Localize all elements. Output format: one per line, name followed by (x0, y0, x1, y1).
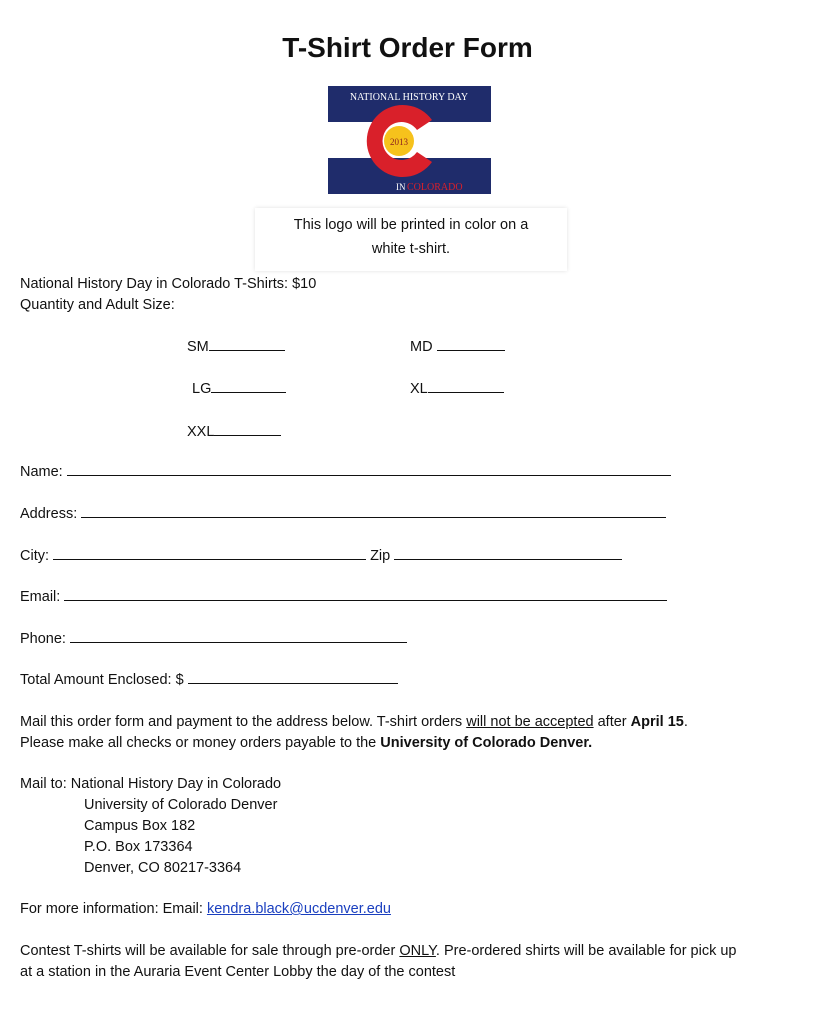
caption-line-2: white t-shirt. (371, 241, 451, 257)
size-lg-blank[interactable] (211, 379, 286, 393)
logo-year: 2013 (390, 137, 408, 147)
name-field: Name: (20, 462, 671, 483)
more-info: For more information: Email: kendra.black@ucdenver.edu (20, 901, 391, 917)
size-xl-blank[interactable] (428, 379, 504, 393)
intro-quantity: Quantity and Adult Size: (20, 297, 175, 313)
mail-to-line-2: University of Colorado Denver (84, 797, 278, 813)
address-field: Address: (20, 504, 666, 525)
address-blank[interactable] (81, 504, 666, 518)
page-title: T-Shirt Order Form (282, 32, 533, 63)
name-blank[interactable] (67, 462, 671, 476)
contest-line-2: at a station in the Auraria Event Center Lobby the day of the contest (20, 964, 456, 980)
logo-top-text: NATIONAL HISTORY DAY (349, 92, 469, 103)
size-lg: LG (192, 379, 286, 400)
mail-to-line-5: Denver, CO 80217-3364 (84, 860, 242, 876)
size-xxl-blank[interactable] (214, 422, 281, 436)
logo-in-text: IN (396, 182, 406, 192)
email-blank[interactable] (64, 587, 667, 601)
mail-to-line-3: Campus Box 182 (84, 818, 196, 834)
phone-field: Phone: (20, 629, 407, 650)
logo-place-text: COLORADO (407, 182, 463, 193)
size-xxl: XXL (187, 422, 281, 443)
total-field: Total Amount Enclosed: $ (20, 670, 398, 691)
city-field: City: Zip (20, 546, 622, 567)
caption-line-1: This logo will be printed in color on a (293, 217, 529, 233)
mail-to-line-1: Mail to: National History Day in Colorado (20, 776, 282, 792)
mail-instructions-line-2: Please make all checks or money orders payable to the University of Colorado Denver. (20, 735, 593, 751)
email-field: Email: (20, 587, 667, 608)
size-xl: XL (410, 379, 504, 400)
contest-line-1: Contest T-shirts will be available for sale through pre-order ONLY. Pre-ordered shirts will be available for pick up (20, 943, 737, 959)
intro-price: National History Day in Colorado T-Shirts: $10 (20, 276, 317, 292)
mail-to-line-4: P.O. Box 173364 (84, 839, 193, 855)
size-md: MD (410, 337, 505, 358)
total-blank[interactable] (188, 670, 398, 684)
city-blank[interactable] (53, 546, 366, 560)
size-sm: SM (187, 337, 285, 358)
nhd-colorado-logo (328, 86, 491, 194)
contact-email-link[interactable]: kendra.black@ucdenver.edu (206, 901, 391, 917)
size-sm-blank[interactable] (209, 337, 285, 351)
logo-caption (255, 208, 567, 271)
phone-blank[interactable] (70, 629, 407, 643)
mail-instructions-line-1: Mail this order form and payment to the address below. T-shirt orders will not be accepted after April 15. (20, 714, 688, 730)
zip-blank[interactable] (394, 546, 622, 560)
size-md-blank[interactable] (437, 337, 505, 351)
